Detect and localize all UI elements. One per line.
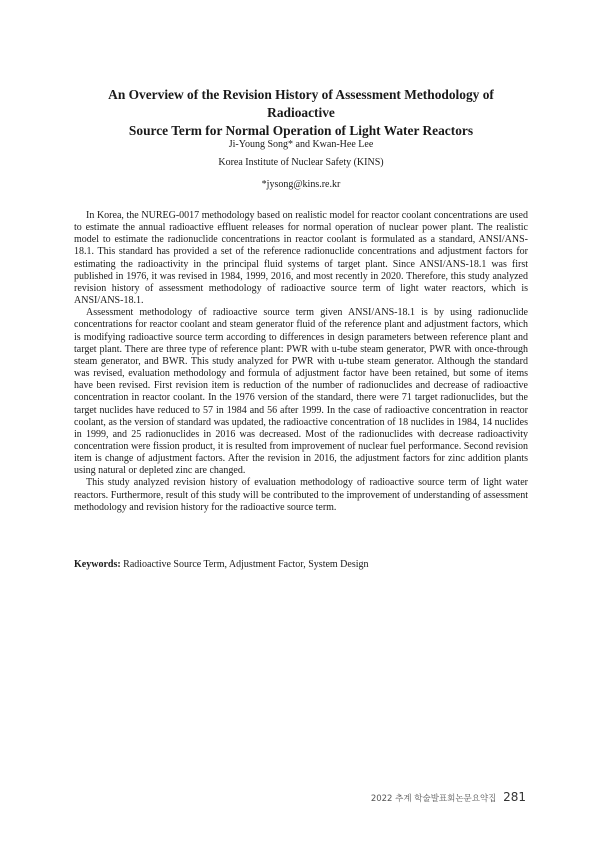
corresponding-email: *jysong@kins.re.kr: [261, 179, 341, 190]
keywords-line: [74, 558, 528, 571]
paper-title: [74, 86, 528, 140]
proceedings-title: 2022 추계 학술발표회논문요약집: [370, 794, 497, 804]
title-line-2: Source Term for Normal Operation of Light Water Reactors: [128, 123, 474, 138]
author-list: Ji-Young Song* and Kwan-Hee Lee: [228, 139, 374, 150]
page-footer: [371, 790, 526, 804]
keywords-label: Keywords:: [74, 559, 121, 570]
abstract-body: [74, 210, 528, 514]
abstract-paragraph-2: Assessment methodology of radioactive source term given ANSI/ANS-18.1 is by using radionuclide concentrations for reactor coolant and steam generator fluid of the reference plant and adjustment factors, which is modifying radioactive source term according to differences in design parameters between reference plant and target plant. There are three type of reference plant: PWR with u-tube steam generator, PWR with once-through steam generator, and BWR. This study analyzed for PWR with u-tube steam generator. Although the standard was revised, evaluation methodology and formula of adjustment factor have been retained, but some of items have been revised. First revision item is reduction of the number of radionuclides and decrease of radioactive concentration in reactor coolant. In the 1976 version of the standard, there were 71 target radionuclides, but the target nuclides have reduced to 57 in 1984 and 56 after 1999. In the case of radioactive concentration in reactor coolant, as the version of standard was updated, the radioactive concentration of 18 nuclides in 1984, 14 nuclides in 1999, and 25 radionuclides in 2016 was decreased. Most of the radionuclides with decrease radioactivity concentration were fission product, it is resulted from improvement of nuclear fuel performance. Second revision item is change of adjustment factors. After the revision in 2016, the adjustment factors for zinc addition plants using natural or depleted zinc are changed.: [74, 307, 528, 477]
page-number: 281: [503, 790, 526, 804]
affiliation: Korea Institute of Nuclear Safety (KINS): [218, 157, 384, 168]
keywords-text: Radioactive Source Term, Adjustment Factor, System Design: [120, 559, 369, 570]
abstract-paragraph-3: This study analyzed revision history of evaluation methodology of radioactive source term of light water reactors. Furthermore, result of this study will be contributed to the improvement of understanding of assessment methodology and revision history for the radioactive source term.: [74, 477, 528, 513]
abstract-paragraph-1: In Korea, the NUREG-0017 methodology based on realistic model for reactor coolant concentrations are used to estimate the annual radioactive effluent releases for normal operation of nuclear power plant. The realistic model to estimate the radionuclide concentrations in reactor coolant is formulated as a standard, ANSI/ANS-18.1. This standard has provided a set of the reference radionuclide concentrations and adjustment factors for estimating the radioactivity in the principal fluid systems of target plant. Since ANSI/ANS-18.1 was first published in 1976, it was revised in 1984, 1999, 2016, and most recently in 2020. Therefore, this study analyzed revision history of assessment methodology of radioactive source term of light water reactors, which is ANSI/ANS-18.1.: [74, 210, 528, 307]
title-line-1: An Overview of the Revision History of Assessment Methodology of Radioactive: [108, 87, 494, 120]
